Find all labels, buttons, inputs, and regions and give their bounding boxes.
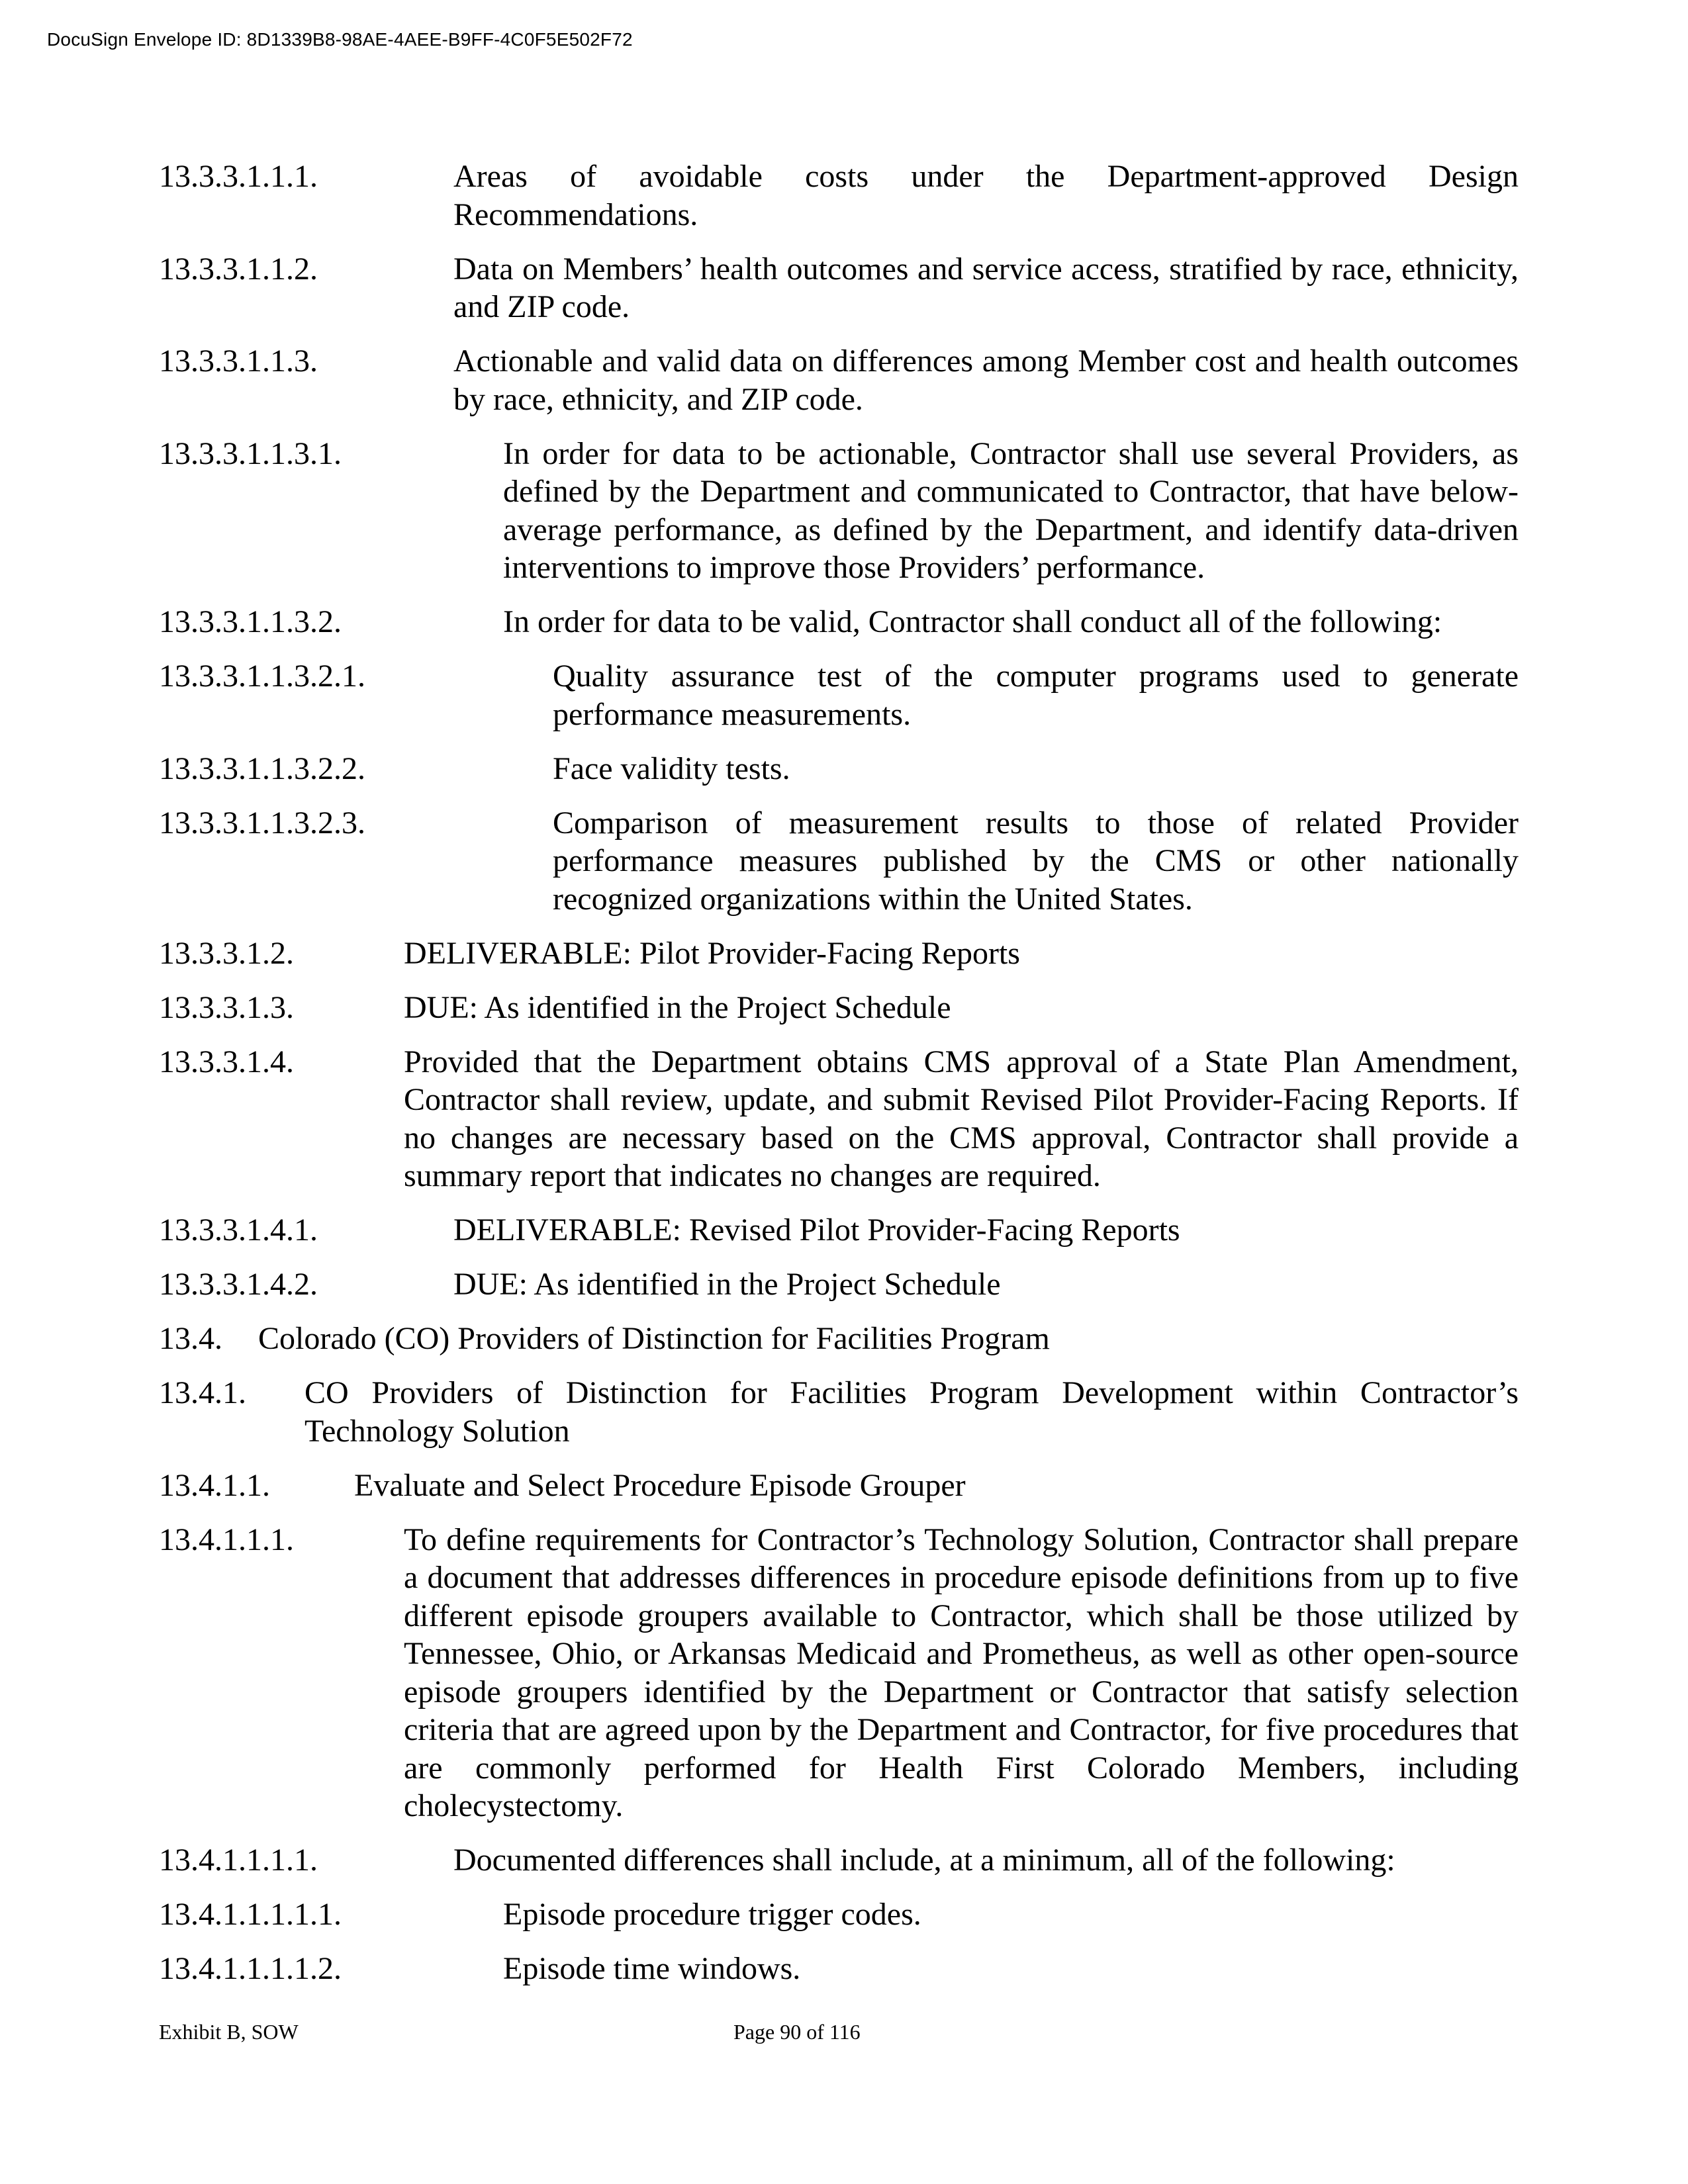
clause-13-3-3-1-1-3-2-1 [159,657,1519,733]
clause-text: In order for data to be actionable, Contractor shall use several Providers, as defined by the Department and communicated to Contractor, that have below-average performance, as defined by the Department, and identify data-driven interventions to improve those Providers’ performance. [503,435,1519,585]
clause-number: 13.3.3.1.1.1. [159,159,318,194]
clause-13-3-3-1-4-2 [159,1265,1519,1304]
clause-number: 13.3.3.1.3. [159,989,294,1025]
clause-text: DUE: As identified in the Project Schedule [404,989,951,1025]
clause-number: 13.3.3.1.4. [159,1044,294,1079]
clause-13-4-1 [159,1374,1519,1450]
clause-text: To define requirements for Contractor’s Technology Solution, Contractor shall prepare a document that addresses differences in procedure episode definitions from up to five different episode groupers available to Contractor, which shall be those utilized by Tennessee, Ohio, or Arkansas Medicaid and Prometheus, as well as other open-source episode groupers identified by the Department or Contractor that satisfy selection criteria that are agreed upon by the Department and Contractor, for five procedures that are commonly performed for Health First Colorado Members, including cholecystectomy. [404,1522,1519,1823]
section-heading: Colorado (CO) Providers of Distinction for Facilities Program [258,1321,1050,1356]
clause-number: 13.3.3.1.1.2. [159,251,318,287]
clause-13-4-1-1-1-1 [159,1841,1519,1880]
clause-text: CO Providers of Distinction for Facilities Program Development within Contractor’s Technology Solution [305,1375,1519,1449]
clause-number: 13.4.1. [159,1375,246,1410]
clause-number: 13.3.3.1.1.3.2.2. [159,751,365,786]
footer-exhibit-label: Exhibit B, SOW [159,2020,299,2044]
clause-text: In order for data to be valid, Contractor shall conduct all of the following: [503,604,1442,639]
clause-number: 13.4.1.1.1. [159,1522,294,1557]
clause-13-4-1-1 [159,1467,1519,1505]
clause-13-3-3-1-1-2 [159,250,1519,326]
footer-page-number: Page 90 of 116 [733,2020,861,2044]
section-13-4 [159,1320,1519,1358]
clause-text: Actionable and valid data on differences among Member cost and health outcomes by race, ethnicity, and ZIP code. [453,343,1519,417]
clause-number: 13.3.3.1.4.1. [159,1212,318,1248]
clause-number: 13.4.1.1.1.1.1. [159,1897,342,1932]
clause-13-3-3-1-4-1 [159,1211,1519,1250]
section-number: 13.4. [159,1321,222,1356]
clause-13-4-1-1-1-1-1 [159,1895,1519,1934]
clause-number: 13.3.3.1.4.2. [159,1267,318,1302]
clause-number: 13.4.1.1. [159,1467,270,1503]
clause-number: 13.3.3.1.1.3.2.1. [159,659,365,694]
clause-13-3-3-1-4 [159,1043,1519,1195]
clause-number: 13.3.3.1.1.3.2.3. [159,805,365,841]
clause-text: Comparison of measurement results to those of related Provider performance measures published by the CMS or other nationally recognized organizations within the United States. [553,805,1519,917]
clause-number: 13.3.3.1.2. [159,935,294,971]
clause-13-4-1-1-1-1-2 [159,1950,1519,1988]
clause-text: Data on Members’ health outcomes and service access, stratified by race, ethnicity, and ZIP code. [453,251,1519,324]
clause-number: 13.4.1.1.1.1.2. [159,1951,342,1986]
clause-text: Episode time windows. [503,1951,801,1986]
clause-number: 13.3.3.1.1.3.1. [159,435,342,471]
clause-text: Episode procedure trigger codes. [503,1897,921,1932]
clause-13-3-3-1-2 [159,934,1519,973]
document-body [159,158,1519,2004]
clause-text: DELIVERABLE: Revised Pilot Provider-Facing Reports [453,1212,1180,1248]
clause-13-3-3-1-1-3-1 [159,435,1519,587]
clause-13-3-3-1-1-3-2 [159,603,1519,641]
clause-text: Face validity tests. [553,751,790,786]
clause-text: Evaluate and Select Procedure Episode Grouper [354,1467,966,1503]
docusign-envelope-id: DocuSign Envelope ID: 8D1339B8-98AE-4AEE-B9FF-4C0F5E502F72 [47,29,633,50]
clause-13-4-1-1-1 [159,1521,1519,1825]
clause-13-3-3-1-1-3 [159,342,1519,418]
clause-text: Documented differences shall include, at a minimum, all of the following: [453,1843,1395,1878]
clause-number: 13.4.1.1.1.1. [159,1843,318,1878]
clause-13-3-3-1-3 [159,989,1519,1027]
clause-13-3-3-1-1-3-2-2 [159,750,1519,788]
clause-text: DELIVERABLE: Pilot Provider-Facing Reports [404,935,1020,971]
clause-number: 13.3.3.1.1.3.2. [159,604,342,639]
clause-text: DUE: As identified in the Project Schedule [453,1267,1001,1302]
clause-text: Provided that the Department obtains CMS approval of a State Plan Amendment, Contractor shall review, update, and submit Revised Pilot Provider-Facing Reports. If no changes are necessary based on the CMS approval, Contractor shall provide a summary report that indicates no changes are required. [404,1044,1519,1193]
clause-number: 13.3.3.1.1.3. [159,343,318,379]
clause-text: Areas of avoidable costs under the Department-approved Design Recommendations. [453,159,1519,232]
clause-text: Quality assurance test of the computer programs used to generate performance measurements. [553,659,1519,732]
clause-13-3-3-1-1-1 [159,158,1519,234]
clause-13-3-3-1-1-3-2-3 [159,804,1519,919]
